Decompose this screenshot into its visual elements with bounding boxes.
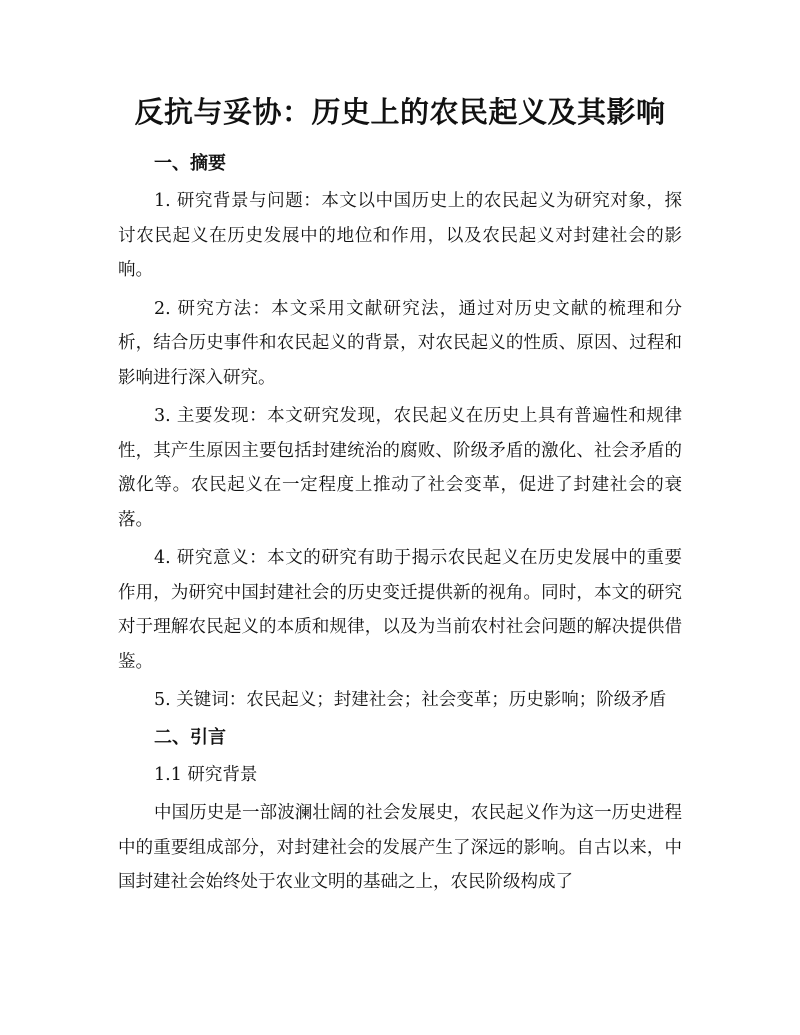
introduction-paragraph: 中国历史是一部波澜壮阔的社会发展史，农民起义作为这一历史进程中的重要组成部分，对封建社会的发展产生了深远的影响。自古以来，中国封建社会始终处于农业文明的基础之上，农民阶级构成了 [118, 803, 682, 892]
abstract-item-background: 1. 研究背景与问题：本文以中国历史上的农民起义为研究对象，探讨农民起义在历史发展中的地位和作用，以及农民起义对封建社会的影响。 [118, 191, 682, 280]
document-title: 反抗与妥协：历史上的农民起义及其影响 [134, 95, 666, 129]
abstract-item-method: 2. 研究方法：本文采用文献研究法，通过对历史文献的梳理和分析，结合历史事件和农民起义的背景，对农民起义的性质、原因、过程和影响进行深入研究。 [118, 298, 682, 388]
abstract-item-significance: 4. 研究意义：本文的研究有助于揭示农民起义在历史发展中的重要作用，为研究中国封建社会的历史变迁提供新的视角。同时，本文的研究对于理解农民起义的本质和规律，以及为当前农村社会问题的解决提供借鉴。 [118, 548, 682, 672]
document-page [118, 0, 682, 904]
introduction-subheading: 1.1 研究背景 [154, 764, 258, 785]
abstract-item-findings: 3. 主要发现：本文研究发现，农民起义在历史上具有普遍性和规律性，其产生原因主要包括封建统治的腐败、阶级矛盾的激化、社会矛盾的激化等。农民起义在一定程度上推动了社会变革，促进了封建社会的衰落。 [118, 406, 682, 530]
abstract-heading: 一、摘要 [154, 153, 226, 174]
introduction-heading: 二、引言 [154, 726, 226, 748]
abstract-item-keywords: 5. 关键词：农民起义；封建社会；社会变革；历史影响；阶级矛盾 [154, 690, 667, 710]
